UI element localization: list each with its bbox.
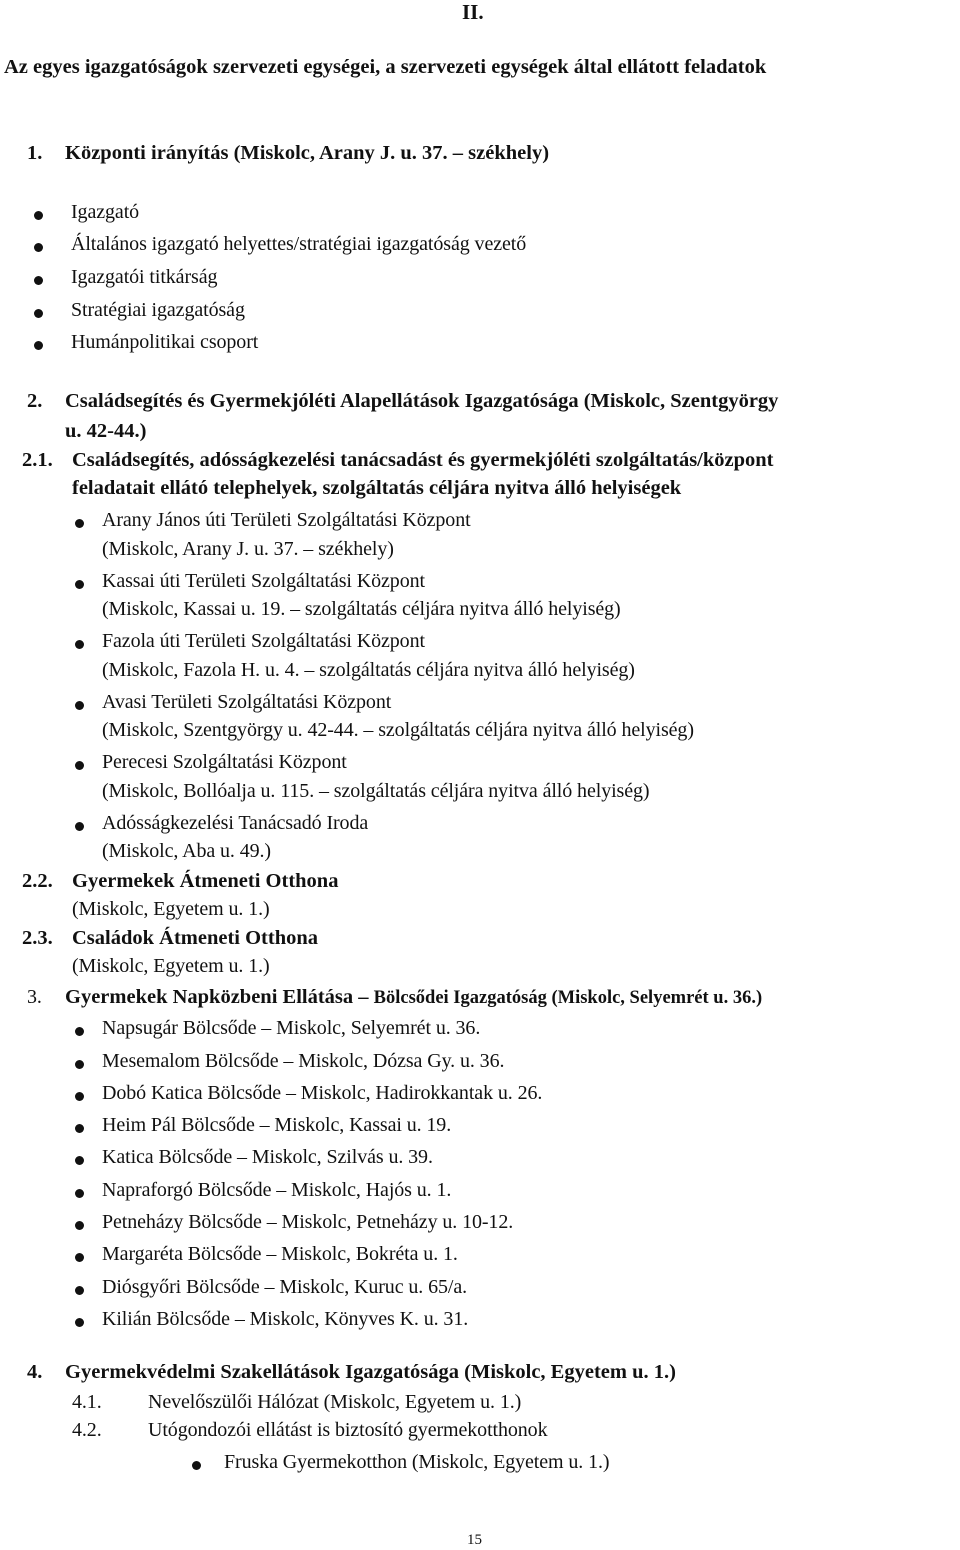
- nursery-item: Mesemalom Bölcsőde – Miskolc, Dózsa Gy. u. 36.: [102, 1050, 505, 1072]
- section-2-number: 2.: [27, 390, 43, 412]
- subsection-2-2-number: 2.2.: [22, 870, 53, 892]
- list-item: Igazgatói titkárság: [71, 266, 218, 288]
- bullet-icon: [75, 1189, 84, 1198]
- service-center-name: Arany János úti Területi Szolgáltatási Központ: [102, 509, 471, 531]
- service-center-address: (Miskolc, Szentgyörgy u. 42-44. – szolgáltatás céljára nyitva álló helyiség): [102, 719, 694, 741]
- bullet-icon: [75, 1092, 84, 1101]
- service-center-name: Kassai úti Területi Szolgáltatási Központ: [102, 570, 425, 592]
- section-4-title: Gyermekvédelmi Szakellátások Igazgatósága (Miskolc, Egyetem u. 1.): [65, 1361, 676, 1383]
- subsection-2-1-title: Családsegítés, adósságkezelési tanácsadást és gyermekjóléti szolgáltatás/központ: [72, 449, 774, 471]
- bullet-icon: [192, 1461, 201, 1470]
- service-center-address: (Miskolc, Fazola H. u. 4. – szolgáltatás céljára nyitva álló helyiség): [102, 659, 635, 681]
- bullet-icon: [34, 341, 43, 350]
- childrens-home-item: Fruska Gyermekotthon (Miskolc, Egyetem u. 1.): [224, 1451, 610, 1473]
- bullet-icon: [75, 1318, 84, 1327]
- subsection-2-2-address: (Miskolc, Egyetem u. 1.): [72, 898, 270, 920]
- nursery-item: Heim Pál Bölcsőde – Miskolc, Kassai u. 19.: [102, 1114, 452, 1136]
- service-center-name: Adósságkezelési Tanácsadó Iroda: [102, 812, 369, 834]
- service-center-name: Avasi Területi Szolgáltatási Központ: [102, 691, 392, 713]
- page-number: 15: [467, 1532, 482, 1548]
- section-3-title-main: Gyermekek Napközbeni Ellátása –: [65, 986, 374, 1008]
- subsection-2-2-title: Gyermekek Átmeneti Otthona: [72, 870, 339, 892]
- service-center-address: (Miskolc, Arany J. u. 37. – székhely): [102, 538, 394, 560]
- subsection-4-2-number: 4.2.: [72, 1419, 102, 1441]
- bullet-icon: [75, 1060, 84, 1069]
- subsection-2-3-number: 2.3.: [22, 927, 53, 949]
- bullet-icon: [75, 1027, 84, 1036]
- bullet-icon: [75, 701, 84, 710]
- section-1-number: 1.: [27, 142, 43, 164]
- list-item: Humánpolitikai csoport: [71, 331, 259, 353]
- nursery-item: Napraforgó Bölcsőde – Miskolc, Hajós u. 1.: [102, 1179, 452, 1201]
- bullet-icon: [34, 211, 43, 220]
- nursery-item: Margaréta Bölcsőde – Miskolc, Bokréta u. 1.: [102, 1243, 458, 1265]
- service-center-name: Perecesi Szolgáltatási Központ: [102, 751, 347, 773]
- bullet-icon: [75, 761, 84, 770]
- subsection-2-3-title: Családok Átmeneti Otthona: [72, 927, 319, 949]
- bullet-icon: [75, 822, 84, 831]
- subsection-4-2-title: Utógondozói ellátást is biztosító gyermekotthonok: [148, 1419, 548, 1441]
- nursery-item: Napsugár Bölcsőde – Miskolc, Selyemrét u. 36.: [102, 1017, 481, 1039]
- bullet-icon: [75, 640, 84, 649]
- section-3-title: [65, 986, 762, 1009]
- bullet-icon: [75, 580, 84, 589]
- bullet-icon: [34, 309, 43, 318]
- bullet-icon: [34, 243, 43, 252]
- bullet-icon: [75, 1286, 84, 1295]
- section-3-title-directorate: Bölcsődei Igazgatóság (Miskolc, Selyemrét u. 36.): [373, 988, 763, 1008]
- service-center-address: (Miskolc, Kassai u. 19. – szolgáltatás céljára nyitva álló helyiség): [102, 598, 621, 620]
- nursery-item: Kilián Bölcsőde – Miskolc, Könyves K. u. 31.: [102, 1308, 469, 1330]
- list-item: Általános igazgató helyettes/stratégiai igazgatóság vezető: [71, 233, 527, 255]
- bullet-icon: [75, 1221, 84, 1230]
- section-4-number: 4.: [27, 1361, 43, 1383]
- section-2-title-cont: u. 42-44.): [65, 420, 147, 442]
- list-item: Igazgató: [71, 201, 140, 223]
- nursery-item: Dobó Katica Bölcsőde – Miskolc, Hadirokkantak u. 26.: [102, 1082, 543, 1104]
- roman-numeral: II.: [462, 0, 484, 24]
- subsection-2-3-address: (Miskolc, Egyetem u. 1.): [72, 955, 270, 977]
- nursery-item: Petneházy Bölcsőde – Miskolc, Petneházy u. 10-12.: [102, 1211, 514, 1233]
- service-center-address: (Miskolc, Bollóalja u. 115. – szolgáltatás céljára nyitva álló helyiség): [102, 780, 650, 802]
- bullet-icon: [75, 1124, 84, 1133]
- nursery-item: Katica Bölcsőde – Miskolc, Szilvás u. 39.: [102, 1146, 433, 1168]
- subsection-4-1-number: 4.1.: [72, 1391, 102, 1413]
- subsection-2-1-title-cont: feladatait ellátó telephelyek, szolgáltatás céljára nyitva álló helyiségek: [72, 477, 682, 499]
- nursery-item: Diósgyőri Bölcsőde – Miskolc, Kuruc u. 65/a.: [102, 1276, 468, 1298]
- section-2-title: Családsegítés és Gyermekjóléti Alapellátások Igazgatósága (Miskolc, Szentgyörgy: [65, 390, 779, 412]
- section-1-title: Központi irányítás (Miskolc, Arany J. u. 37. – székhely): [65, 142, 550, 164]
- bullet-icon: [34, 276, 43, 285]
- bullet-icon: [75, 1156, 84, 1165]
- subsection-2-1-number: 2.1.: [22, 449, 53, 471]
- service-center-name: Fazola úti Területi Szolgáltatási Központ: [102, 630, 425, 652]
- bullet-icon: [75, 519, 84, 528]
- list-item: Stratégiai igazgatóság: [71, 299, 245, 321]
- section-3-number: 3.: [27, 986, 42, 1008]
- bullet-icon: [75, 1253, 84, 1262]
- subsection-4-1-title: Nevelőszülői Hálózat (Miskolc, Egyetem u. 1.): [148, 1391, 522, 1413]
- page-heading: Az egyes igazgatóságok szervezeti egységei, a szervezeti egységek által ellátott feladatok: [4, 56, 767, 78]
- service-center-address: (Miskolc, Aba u. 49.): [102, 840, 271, 862]
